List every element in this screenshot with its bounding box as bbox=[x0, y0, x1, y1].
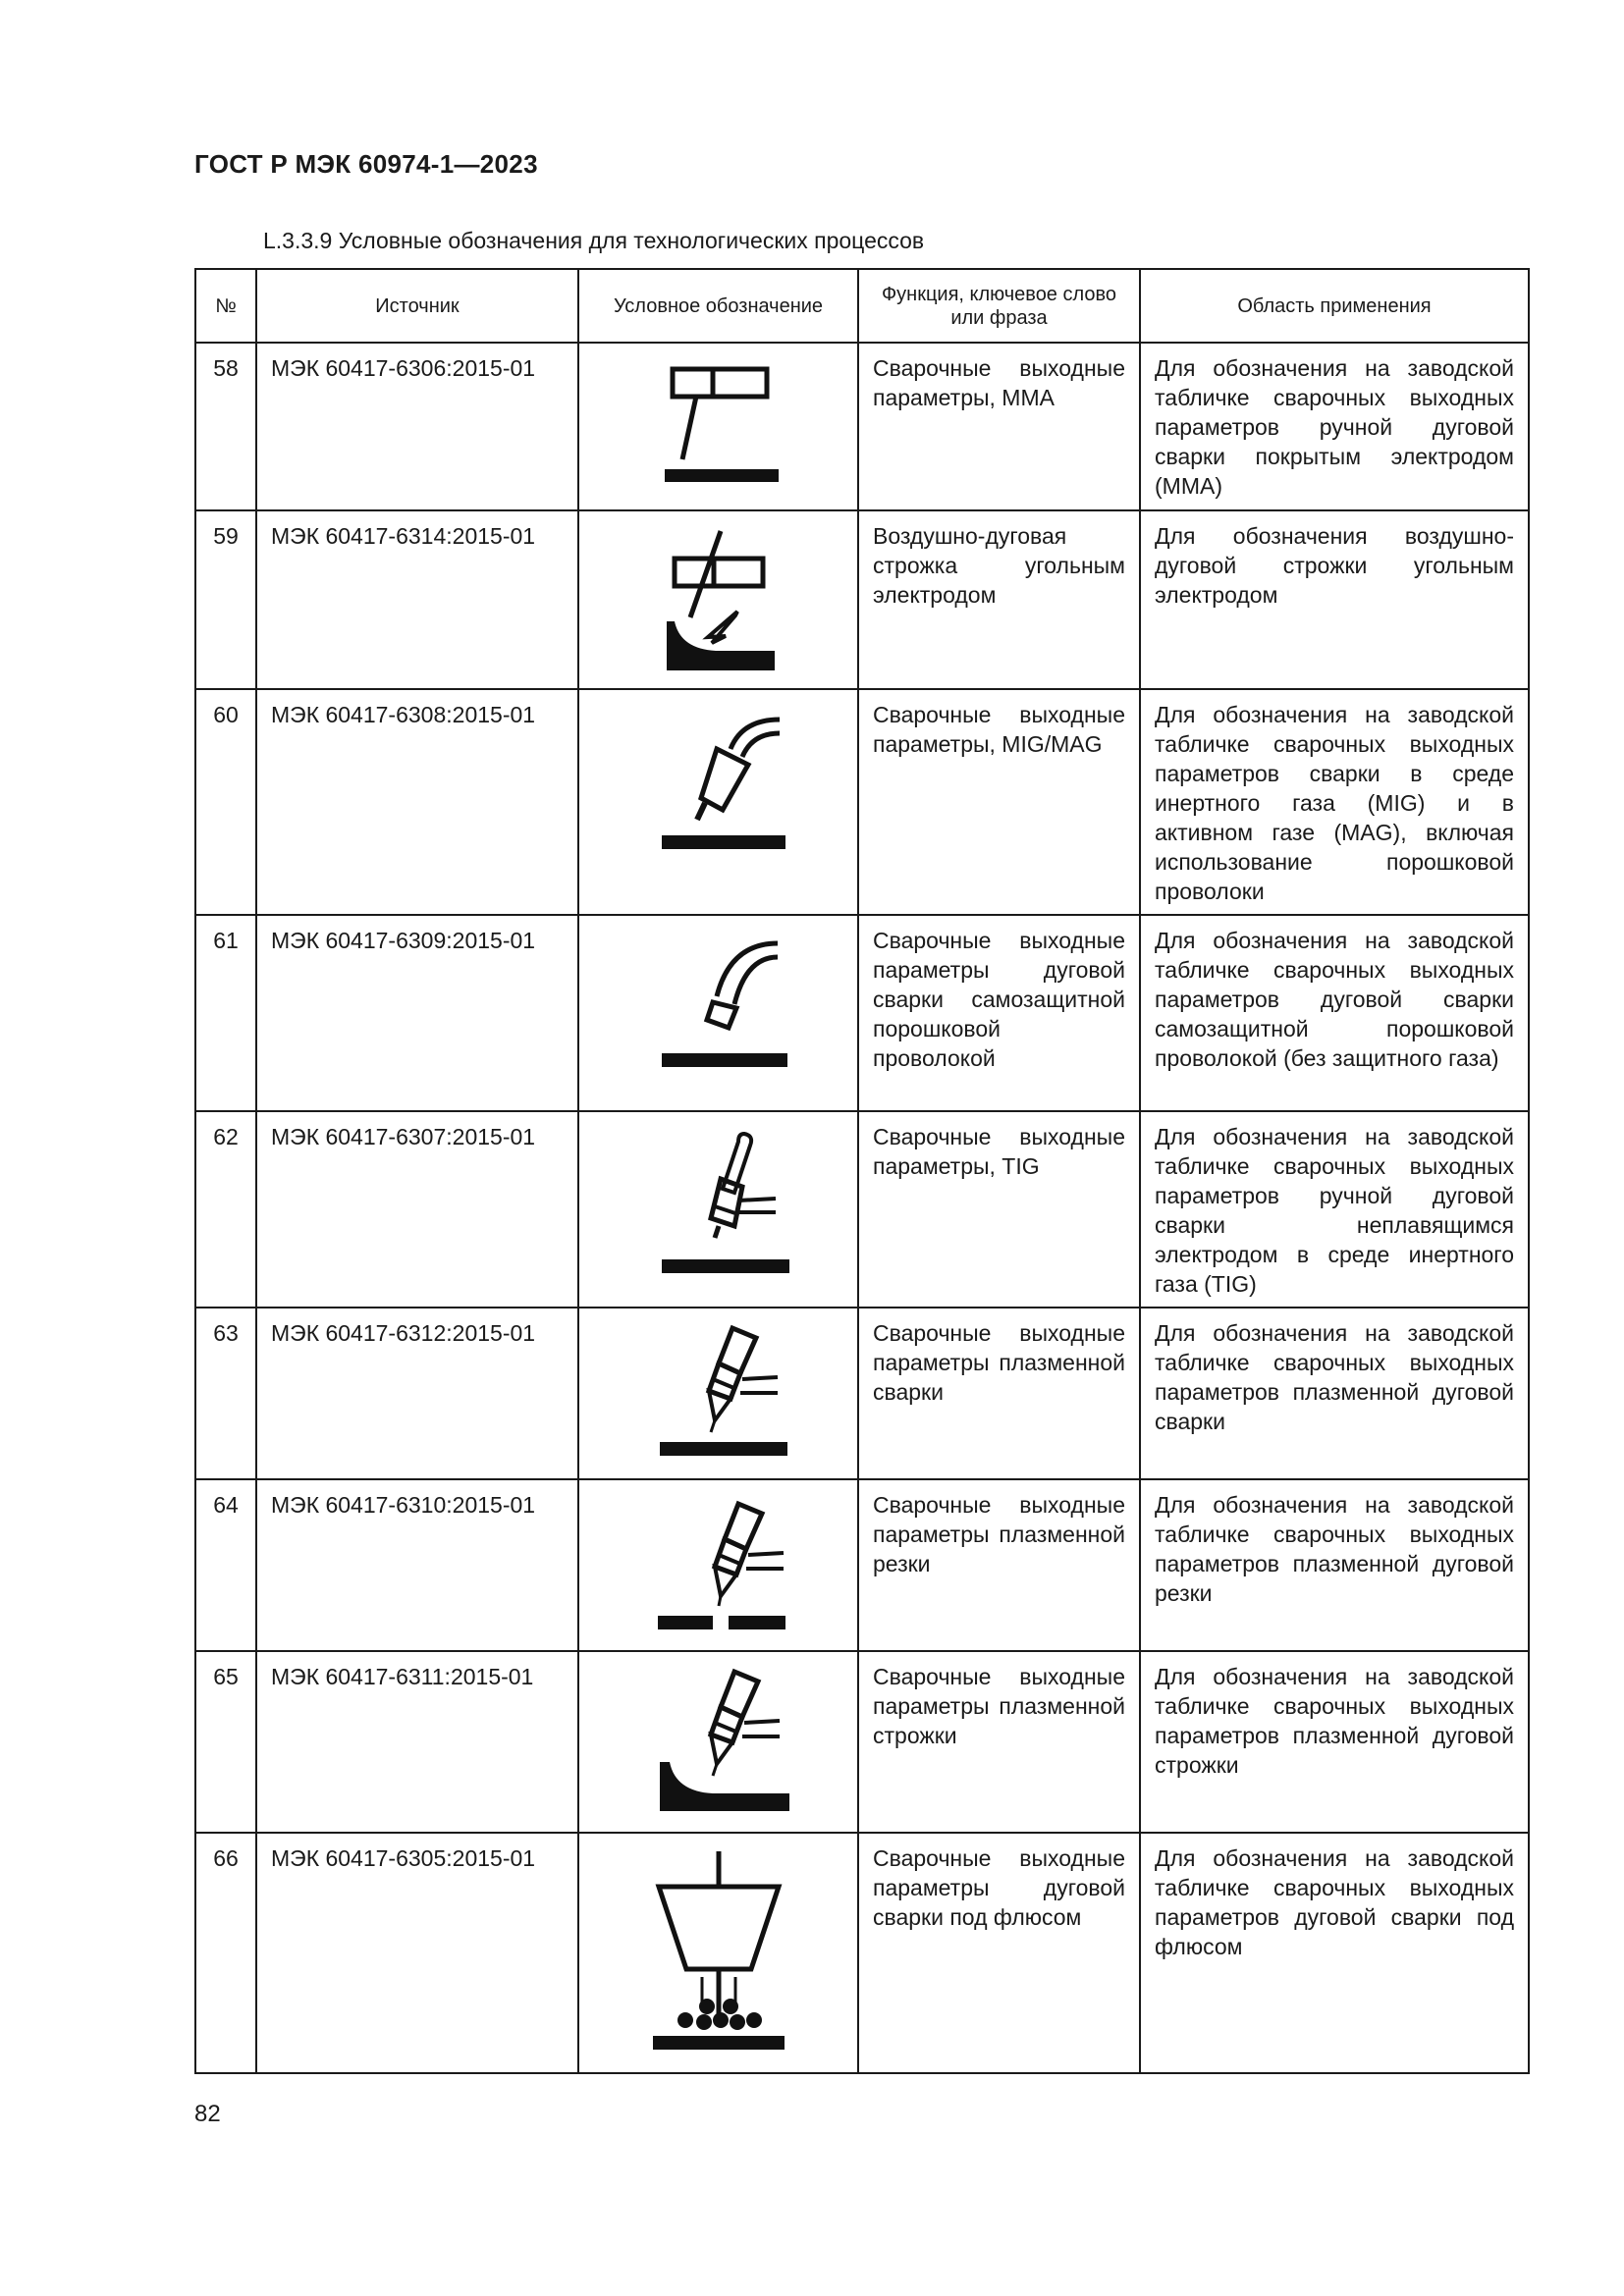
row-source: МЭК 60417-6308:2015-01 bbox=[256, 689, 578, 915]
row-num: 64 bbox=[195, 1479, 256, 1651]
table-row bbox=[195, 1833, 1529, 2073]
air-carbon-arc-gouging-symbol-icon bbox=[645, 521, 792, 678]
table-row bbox=[195, 1308, 1529, 1479]
row-function: Сварочные выходные параметры, MIG/MAG bbox=[858, 689, 1140, 915]
self-shielded-flux-cored-welding-symbol-icon bbox=[640, 926, 797, 1083]
row-source: МЭК 60417-6311:2015-01 bbox=[256, 1651, 578, 1833]
mma-welding-symbol-icon bbox=[645, 353, 792, 501]
row-function: Сварочные выходные параметры плазменной резки bbox=[858, 1479, 1140, 1651]
row-num: 65 bbox=[195, 1651, 256, 1833]
row-application: Для обозначения на заводской табличке сварочных выходных параметров ручной дуговой сварки покрытым электродом (MMA) bbox=[1140, 343, 1529, 510]
symbol-cell bbox=[578, 510, 858, 689]
symbol-cell bbox=[578, 915, 858, 1111]
col-header-source: Источник bbox=[256, 269, 578, 343]
row-function: Сварочные выходные параметры дуговой сварки самозащитной порошковой проволокой bbox=[858, 915, 1140, 1111]
row-source: МЭК 60417-6309:2015-01 bbox=[256, 915, 578, 1111]
row-num: 59 bbox=[195, 510, 256, 689]
row-application: Для обозначения на заводской табличке сварочных выходных параметров плазменной дуговой резки bbox=[1140, 1479, 1529, 1651]
row-num: 61 bbox=[195, 915, 256, 1111]
table-row bbox=[195, 689, 1529, 915]
row-application: Для обозначения на заводской табличке сварочных выходных параметров плазменной дуговой сварки bbox=[1140, 1308, 1529, 1479]
plasma-gouging-symbol-icon bbox=[640, 1662, 797, 1824]
row-function: Воздушно-дуговая строжка угольным электродом bbox=[858, 510, 1140, 689]
row-application: Для обозначения на заводской табличке сварочных выходных параметров ручной дуговой сварки неплавящимся электродом в среде инертного газа (TIG) bbox=[1140, 1111, 1529, 1308]
plasma-welding-symbol-icon bbox=[640, 1318, 797, 1470]
section-title: L.3.3.9 Условные обозначения для технологических процессов bbox=[263, 228, 925, 253]
col-header-application: Область применения bbox=[1140, 269, 1529, 343]
symbols-table bbox=[194, 268, 1530, 2074]
table-row bbox=[195, 1651, 1529, 1833]
row-num: 63 bbox=[195, 1308, 256, 1479]
col-header-symbol: Условное обозначение bbox=[578, 269, 858, 343]
symbol-cell bbox=[578, 1833, 858, 2073]
row-function: Сварочные выходные параметры дуговой сварки под флюсом bbox=[858, 1833, 1140, 2073]
plasma-cutting-symbol-icon bbox=[640, 1490, 797, 1642]
row-function: Сварочные выходные параметры плазменной сварки bbox=[858, 1308, 1140, 1479]
row-source: МЭК 60417-6310:2015-01 bbox=[256, 1479, 578, 1651]
mig-mag-welding-symbol-icon bbox=[640, 700, 797, 867]
row-application: Для обозначения на заводской табличке сварочных выходных параметров сварки в среде инертного газа (MIG) и в активном газе (MAG), включая использование порошковой проволоки bbox=[1140, 689, 1529, 915]
table-row bbox=[195, 1479, 1529, 1651]
row-function: Сварочные выходные параметры, MMA bbox=[858, 343, 1140, 510]
row-source: МЭК 60417-6306:2015-01 bbox=[256, 343, 578, 510]
table-row bbox=[195, 1111, 1529, 1308]
symbol-cell bbox=[578, 343, 858, 510]
symbol-cell bbox=[578, 1111, 858, 1308]
symbol-cell bbox=[578, 1308, 858, 1479]
symbol-cell bbox=[578, 1479, 858, 1651]
row-num: 62 bbox=[195, 1111, 256, 1308]
table-row bbox=[195, 343, 1529, 510]
row-source: МЭК 60417-6307:2015-01 bbox=[256, 1111, 578, 1308]
row-source: МЭК 60417-6314:2015-01 bbox=[256, 510, 578, 689]
row-num: 58 bbox=[195, 343, 256, 510]
row-application: Для обозначения на заводской табличке сварочных выходных параметров плазменной дуговой строжки bbox=[1140, 1651, 1529, 1833]
row-function: Сварочные выходные параметры плазменной строжки bbox=[858, 1651, 1140, 1833]
row-source: МЭК 60417-6305:2015-01 bbox=[256, 1833, 578, 2073]
row-application: Для обозначения воздушно-дуговой строжки угольным электродом bbox=[1140, 510, 1529, 689]
row-application: Для обозначения на заводской табличке сварочных выходных параметров дуговой сварки самозащитной порошковой проволокой (без защитного газа) bbox=[1140, 915, 1529, 1111]
col-header-function: Функция, ключевое слово или фраза bbox=[858, 269, 1140, 343]
row-num: 60 bbox=[195, 689, 256, 915]
row-num: 66 bbox=[195, 1833, 256, 2073]
page-number: 82 bbox=[194, 2101, 221, 2127]
submerged-arc-welding-symbol-icon bbox=[645, 1843, 792, 2064]
row-function: Сварочные выходные параметры, TIG bbox=[858, 1111, 1140, 1308]
row-source: МЭК 60417-6312:2015-01 bbox=[256, 1308, 578, 1479]
table-header-row bbox=[195, 269, 1529, 343]
symbol-cell bbox=[578, 689, 858, 915]
col-header-num: № bbox=[195, 269, 256, 343]
doc-title: ГОСТ Р МЭК 60974-1—2023 bbox=[194, 149, 538, 179]
symbol-cell bbox=[578, 1651, 858, 1833]
table-row bbox=[195, 510, 1529, 689]
row-application: Для обозначения на заводской табличке сварочных выходных параметров дуговой сварки под флюсом bbox=[1140, 1833, 1529, 2073]
table-row bbox=[195, 915, 1529, 1111]
tig-welding-symbol-icon bbox=[640, 1122, 797, 1289]
